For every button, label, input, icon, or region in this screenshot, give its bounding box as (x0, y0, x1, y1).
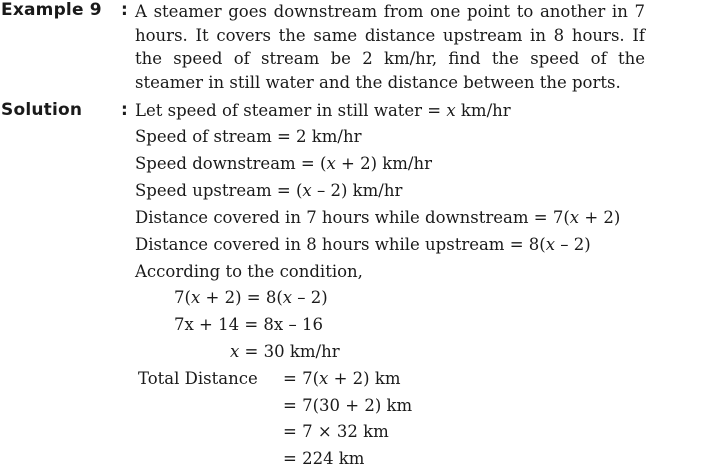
variable-x: x (230, 342, 240, 361)
variable-x: x (326, 154, 336, 173)
variable-x: x (282, 288, 293, 307)
solution-step: According to the condition, (135, 262, 363, 281)
equation-line: 7(x + 2) = 8(x – 2) (174, 288, 328, 307)
variable-x: x (302, 181, 312, 200)
total-step: = 7(30 + 2) km (283, 396, 413, 415)
total-step: = 224 km (283, 449, 365, 468)
equation-line: x = 30 km/hr (230, 342, 340, 361)
example-label: Example 9 (1, 0, 102, 20)
solution-label: Solution (1, 100, 83, 120)
variable-x: x (545, 235, 556, 254)
total-step: = 7 × 32 km (283, 422, 389, 441)
solution-step: Speed of stream = 2 km/hr (135, 127, 362, 146)
equation-line: 7x + 14 = 8x – 16 (174, 315, 323, 334)
total-distance-label: Total Distance (138, 369, 258, 388)
solution-step: Distance covered in 8 hours while upstream = 8(x – 2) (135, 235, 591, 254)
variable-x: x (190, 288, 201, 307)
solution-step: Speed downstream = (x + 2) km/hr (135, 154, 432, 173)
solution-step: Distance covered in 7 hours while downstream = 7(x + 2) (135, 208, 621, 227)
solution-colon: : (121, 100, 128, 120)
variable-x: x (569, 208, 580, 227)
variable-x: x (319, 369, 329, 388)
variable-x: x (446, 101, 456, 120)
total-step: = 7(x + 2) km (283, 369, 401, 388)
example-colon: : (121, 0, 128, 20)
solution-step: Speed upstream = (x – 2) km/hr (135, 181, 403, 200)
problem-statement: A steamer goes downstream from one point to another in 7 hours. It covers the same distance upstream in 8 hours. If the speed of stream be 2 km/hr, find the speed of the steamer in still water and the distance between the ports. (135, 2, 645, 92)
solution-step: Let speed of steamer in still water = x km/hr (135, 101, 511, 120)
